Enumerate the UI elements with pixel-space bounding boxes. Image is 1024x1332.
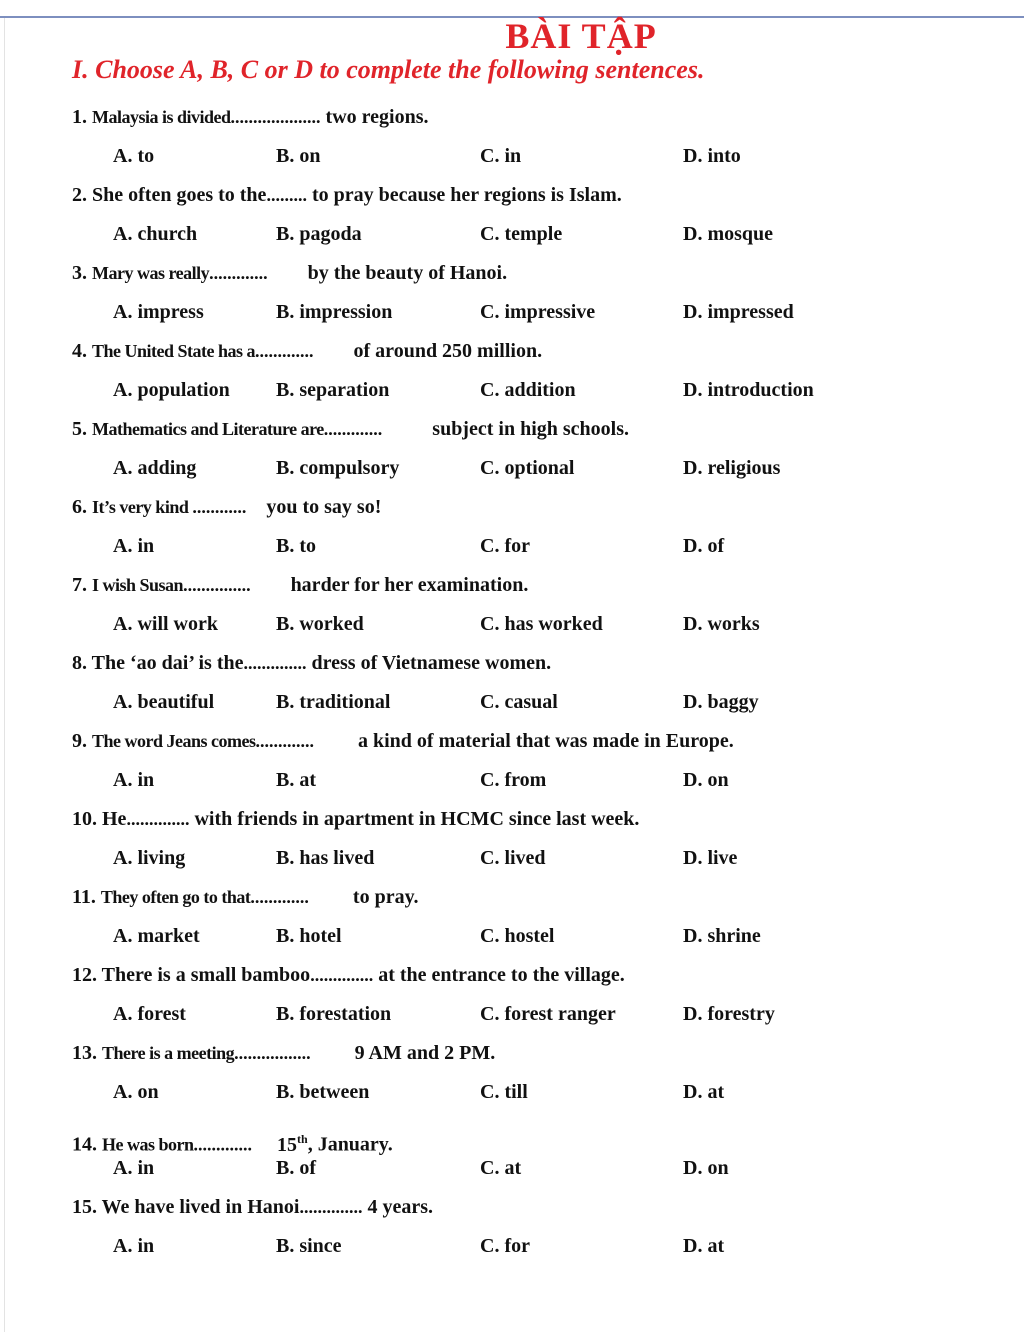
option-c: C. at xyxy=(480,1157,522,1179)
question-text-after: harder for her examination. xyxy=(290,574,529,596)
question-number: 9. xyxy=(72,730,87,752)
question-number: 3. xyxy=(72,262,87,284)
question-6 xyxy=(72,494,381,520)
answer-blank: ............ xyxy=(192,497,247,517)
option-a: A. will work xyxy=(113,613,218,635)
answer-blank: ................. xyxy=(234,1043,311,1063)
question-text-after: subject in high schools. xyxy=(432,418,629,440)
question-text-after: 15 xyxy=(277,1133,298,1156)
answer-blank: ............. xyxy=(193,1134,253,1155)
answer-blank: ......... xyxy=(266,185,307,205)
option-d: D. shrine xyxy=(683,925,761,947)
question-number: 10. xyxy=(72,808,97,830)
question-15 xyxy=(72,1194,433,1220)
option-d: D. on xyxy=(683,1157,729,1179)
option-d: D. impressed xyxy=(683,301,794,323)
answer-blank: ............... xyxy=(183,575,251,595)
question-text-after: of around 250 million. xyxy=(353,340,543,362)
option-b: B. hotel xyxy=(276,925,342,947)
option-b: B. impression xyxy=(276,301,393,323)
answer-blank: ............. xyxy=(255,731,314,751)
option-d: D. into xyxy=(683,145,741,167)
option-b: B. pagoda xyxy=(276,223,362,245)
option-d: D. mosque xyxy=(683,223,774,245)
option-c: C. casual xyxy=(480,691,558,713)
question-7 xyxy=(72,572,528,598)
question-text-end: , January. xyxy=(307,1133,393,1156)
question-2 xyxy=(72,182,622,208)
question-text-after: with friends in apartment in HCMC since last week. xyxy=(189,808,640,830)
option-c: C. temple xyxy=(480,223,563,245)
option-b: B. separation xyxy=(276,379,390,401)
option-c: C. addition xyxy=(480,379,576,401)
question-text: There is a meeting xyxy=(102,1043,235,1063)
option-d: D. introduction xyxy=(683,379,814,401)
question-text: There is a small bamboo xyxy=(101,964,311,986)
question-text: Mary was really xyxy=(92,263,210,283)
question-number: 5. xyxy=(72,418,87,440)
question-text: It’s very kind xyxy=(92,497,193,517)
question-number: 2. xyxy=(72,184,87,206)
option-b: B. on xyxy=(276,145,321,167)
option-a: A. in xyxy=(113,769,155,791)
question-text: He xyxy=(102,808,127,830)
option-d: D. forestry xyxy=(683,1003,775,1025)
option-a: A. impress xyxy=(113,301,204,323)
option-a: A. adding xyxy=(113,457,197,479)
answer-blank: .............. xyxy=(299,1197,363,1217)
option-a: A. forest xyxy=(113,1003,186,1025)
option-b: B. forestation xyxy=(276,1003,392,1025)
option-c: C. has worked xyxy=(480,613,603,635)
question-text: The ‘ao dai’ is the xyxy=(91,652,244,674)
answer-blank: ............. xyxy=(255,341,314,361)
question-text: We have lived in Hanoi xyxy=(101,1196,300,1218)
option-d: D. religious xyxy=(683,457,781,479)
question-text: She often goes to the xyxy=(92,184,267,206)
option-b: B. of xyxy=(276,1157,316,1179)
question-1 xyxy=(72,104,429,130)
answer-blank: .............. xyxy=(126,809,190,829)
question-number: 7. xyxy=(72,574,87,596)
option-b: B. worked xyxy=(276,613,364,635)
option-b: B. to xyxy=(276,535,316,557)
option-a: A. market xyxy=(113,925,200,947)
option-d: D. baggy xyxy=(683,691,759,713)
question-text-after: 4 years. xyxy=(362,1196,433,1218)
question-number: 1. xyxy=(72,106,87,128)
question-text: The United State has a xyxy=(92,341,256,361)
question-number: 4. xyxy=(72,340,87,362)
question-text: Mathematics and Literature are xyxy=(92,419,324,439)
answer-blank: .................... xyxy=(230,107,321,127)
question-5 xyxy=(72,416,629,442)
option-c: C. for xyxy=(480,535,530,557)
option-b: B. at xyxy=(276,769,316,791)
option-c: C. optional xyxy=(480,457,575,479)
option-a: A. church xyxy=(113,223,198,245)
option-a: A. population xyxy=(113,379,230,401)
question-12 xyxy=(72,962,625,988)
option-c: C. lived xyxy=(480,847,546,869)
option-c: C. for xyxy=(480,1235,530,1257)
question-14 xyxy=(72,1126,393,1158)
option-c: C. impressive xyxy=(480,301,596,323)
question-number: 15. xyxy=(72,1196,97,1218)
option-b: B. between xyxy=(276,1081,370,1103)
option-d: D. at xyxy=(683,1081,725,1103)
question-text: Malaysia is divided xyxy=(92,107,231,127)
answer-blank: .............. xyxy=(243,653,307,673)
option-b: B. has lived xyxy=(276,847,375,869)
option-d: D. works xyxy=(683,613,760,635)
question-number: 14. xyxy=(72,1133,97,1156)
question-text: They often go to that xyxy=(100,887,251,907)
option-a: A. to xyxy=(113,145,155,167)
question-text-after: by the beauty of Hanoi. xyxy=(307,262,508,284)
question-text-after: to pray. xyxy=(352,886,419,908)
option-a: A. living xyxy=(113,847,186,869)
question-11 xyxy=(72,884,418,910)
option-c: C. till xyxy=(480,1081,528,1103)
option-c: C. in xyxy=(480,145,522,167)
question-text-after: a kind of material that was made in Europe. xyxy=(358,730,734,752)
option-a: A. in xyxy=(113,1235,155,1257)
question-10 xyxy=(72,806,639,832)
question-text-after: to pray because her regions is Islam. xyxy=(306,184,622,206)
option-c: C. hostel xyxy=(480,925,555,947)
question-text-after: two regions. xyxy=(320,106,429,128)
option-a: A. in xyxy=(113,535,155,557)
option-d: D. of xyxy=(683,535,725,557)
answer-blank: ............. xyxy=(209,263,268,283)
option-a: A. in xyxy=(113,1157,155,1179)
option-b: B. compulsory xyxy=(276,457,400,479)
question-13 xyxy=(72,1040,495,1066)
page-title: BÀI TẬP xyxy=(505,16,657,56)
option-d: D. live xyxy=(683,847,738,869)
question-9 xyxy=(72,728,734,754)
question-number: 12. xyxy=(72,964,97,986)
question-number: 13. xyxy=(72,1042,97,1064)
question-text-after: dress of Vietnamese women. xyxy=(306,652,552,674)
question-text: He was born xyxy=(102,1134,194,1155)
option-b: B. since xyxy=(276,1235,342,1257)
question-text-after: you to say so! xyxy=(266,496,382,518)
question-8 xyxy=(72,650,551,676)
question-text-after: at the entrance to the village. xyxy=(373,964,625,986)
option-c: C. forest ranger xyxy=(480,1003,616,1025)
section-instruction: I. Choose A, B, C or D to complete the following sentences. xyxy=(72,55,705,84)
question-text: The word Jeans comes xyxy=(92,731,256,751)
question-number: 6. xyxy=(72,496,87,518)
option-a: A. on xyxy=(113,1081,159,1103)
answer-blank: .............. xyxy=(310,965,374,985)
option-c: C. from xyxy=(480,769,547,791)
option-d: D. at xyxy=(683,1235,725,1257)
option-d: D. on xyxy=(683,769,729,791)
question-4 xyxy=(72,338,542,364)
answer-blank: ............. xyxy=(250,887,309,907)
option-a: A. beautiful xyxy=(113,691,215,713)
option-b: B. traditional xyxy=(276,691,391,713)
question-number: 11. xyxy=(72,886,96,908)
answer-blank: ............. xyxy=(323,419,383,439)
question-text: I wish Susan xyxy=(92,575,184,595)
question-3 xyxy=(72,260,507,286)
question-number: 8. xyxy=(72,652,87,674)
ordinal-suffix: th xyxy=(297,1132,308,1146)
question-text-after: 9 AM and 2 PM. xyxy=(354,1042,496,1064)
